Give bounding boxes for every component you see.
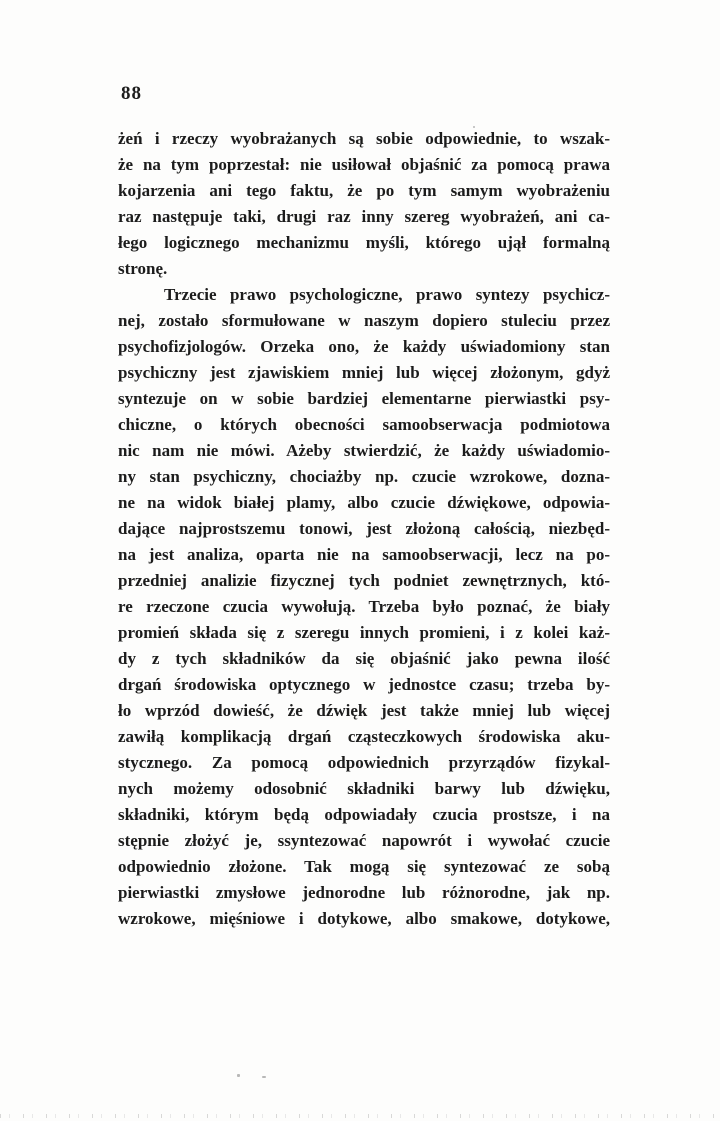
text-line: stępnie złożyć je, ssyntezować napowrót i wywołać czucie xyxy=(118,831,610,850)
text-line: nych możemy odosobnić składniki barwy lub dźwięku, xyxy=(118,779,610,798)
text-line: kojarzenia ani tego faktu, że po tym samym wyobrażeniu xyxy=(118,181,610,200)
text-line: ny stan psychiczny, chociażby np. czucie wzrokowe, dozna- xyxy=(118,467,610,486)
text-line: drgań środowiska optycznego w jednostce czasu; trzeba by- xyxy=(118,675,610,694)
text-line: na jest analiza, oparta nie na samoobserwacji, lecz na po- xyxy=(118,545,610,564)
scan-speck xyxy=(237,1074,240,1077)
text-line: nej, zostało sformułowane w naszym dopiero stuleciu przez xyxy=(118,311,610,330)
scan-speck xyxy=(262,1076,266,1078)
text-line: żeń i rzeczy wyobrażanych są sobie odpowiednie, to wszak- xyxy=(118,129,610,148)
text-line: psychofizjologów. Orzeka ono, że każdy uświadomiony stan xyxy=(118,337,610,356)
text-line: zawiłą komplikacją drgań cząsteczkowych środowiska aku- xyxy=(118,727,610,746)
text-line: że na tym poprzestał: nie usiłował objaśnić za pomocą prawa xyxy=(118,155,610,174)
text-line: nic nam nie mówi. Ażeby stwierdzić, że każdy uświadomio- xyxy=(118,441,610,460)
text-line: ne na widok białej plamy, albo czucie dźwiękowe, odpowia- xyxy=(118,493,610,512)
text-line: raz następuje taki, drugi raz inny szereg wyobrażeń, ani ca- xyxy=(118,207,610,226)
scan-noise-strip xyxy=(0,1114,720,1118)
text-line: składniki, którym będą odpowiadały czucia prostsze, i na xyxy=(118,805,610,824)
text-line: stronę. xyxy=(118,259,168,278)
text-line: odpowiednio złożone. Tak mogą się syntezować ze sobą xyxy=(118,857,610,876)
text-line: syntezuje on w sobie bardziej elementarne pierwiastki psy- xyxy=(118,389,610,408)
text-line: dy z tych składników da się objaśnić jako pewna ilość xyxy=(118,649,610,668)
text-line: Trzecie prawo psychologiczne, prawo syntezy psychicz- xyxy=(164,285,610,304)
page-number: 88 xyxy=(121,83,142,104)
scan-speck xyxy=(473,126,475,128)
text-block xyxy=(118,126,610,932)
text-line: stycznego. Za pomocą odpowiednich przyrządów fizykal- xyxy=(118,753,610,772)
text-line: promień składa się z szeregu innych promieni, i z kolei każ- xyxy=(118,623,610,642)
text-line: chiczne, o których obecności samoobserwacja podmiotowa xyxy=(118,415,610,434)
text-line: wzrokowe, mięśniowe i dotykowe, albo smakowe, dotykowe, xyxy=(118,909,610,928)
text-line: łego logicznego mechanizmu myśli, którego ujął formalną xyxy=(118,233,610,252)
text-line: przedniej analizie fizycznej tych podniet zewnętrznych, któ- xyxy=(118,571,610,590)
text-line: dające najprostszemu tonowi, jest złożoną całością, niezbęd- xyxy=(118,519,610,538)
text-line: psychiczny jest zjawiskiem mniej lub więcej złożonym, gdyż xyxy=(118,363,610,382)
text-line: pierwiastki zmysłowe jednorodne lub różnorodne, jak np. xyxy=(118,883,610,902)
text-line: ło wprzód dowieść, że dźwięk jest także mniej lub więcej xyxy=(118,701,610,720)
text-line: re rzeczone czucia wywołują. Trzeba było poznać, że biały xyxy=(118,597,610,616)
